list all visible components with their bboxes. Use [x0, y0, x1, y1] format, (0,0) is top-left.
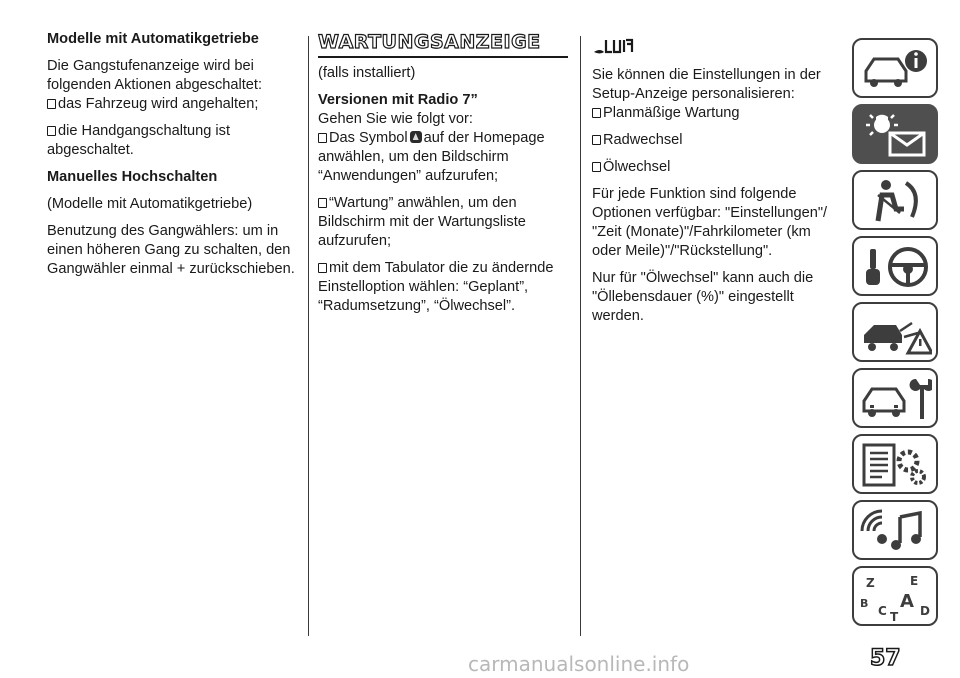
- paragraph-gear-indicator: Die Gangstufenanzeige wird bei folgenden Aktionen abgeschaltet:: [47, 58, 263, 93]
- watermark: carmanualsonline.info: [468, 652, 690, 676]
- column-divider: [580, 36, 581, 636]
- index-letter: T: [890, 610, 899, 621]
- subheading-automatic-models: (Modelle mit Automatikgetriebe): [47, 196, 253, 212]
- sidebar-tab-safety[interactable]: [852, 170, 938, 230]
- bullet-icon: [318, 263, 327, 273]
- bullet-icon: [318, 133, 327, 143]
- sidebar-tab-index[interactable]: [852, 566, 938, 626]
- sidebar-tab-car-info[interactable]: [852, 38, 938, 98]
- car-crash-warning-icon: [860, 309, 932, 357]
- bullet-item: Das Symbol auf der Homepage anwählen, um den Bildschirm “Anwendungen” aufzurufen;: [318, 130, 545, 184]
- index-letter: E: [910, 574, 919, 588]
- paragraph-oil-life: Nur für "Ölwechsel" kann auch die "Öllebensdauer (%)" eingestellt werden.: [592, 270, 814, 324]
- heading-radio: Versionen mit Radio 7”: [318, 92, 478, 108]
- bullet-icon: [47, 99, 56, 109]
- bullet-item: Radwechsel: [592, 131, 842, 150]
- bullet-item: mit dem Tabulator die zu ändernde Einstelloption wählen: “Geplant”, “Radumsetzung”, “Ölwechsel”.: [318, 260, 554, 314]
- sidebar-tab-emergency[interactable]: [852, 302, 938, 362]
- intro-personalize: Sie können die Einstellungen in der Setup-Anzeige personalisieren:: [592, 67, 821, 102]
- bullet-icon: [592, 162, 601, 172]
- sidebar-tab-maintenance[interactable]: [852, 368, 938, 428]
- sidebar-tab-start-driving[interactable]: [852, 236, 938, 296]
- brand-logo-icon: [592, 36, 842, 58]
- bullet-item: Planmäßige Wartung: [592, 104, 842, 123]
- index-letter: D: [920, 604, 930, 618]
- paragraph-options: Für jede Funktion sind folgende Optionen verfügbar: "Einstellungen"/ "Zeit (Monate)"/Fahrkilometer (km oder Meile)"/"Rückstellung".: [592, 186, 828, 259]
- column-left: [47, 30, 297, 287]
- bullet-item: die Handgangschaltung ist abgeschaltet.: [47, 123, 231, 158]
- car-wrench-icon: [860, 375, 932, 423]
- alphabetical-index-icon: [860, 573, 932, 621]
- seatbelt-airbag-icon: [860, 177, 932, 225]
- bullet-icon: [47, 126, 56, 136]
- apps-symbol-icon: [410, 131, 422, 143]
- warning-light-message-icon: [860, 111, 932, 159]
- sidebar-tab-technical-data[interactable]: [852, 434, 938, 494]
- bullet-item: Ölwechsel: [592, 158, 842, 177]
- index-letter: Z: [866, 576, 875, 590]
- column-right: [592, 30, 842, 334]
- index-letter: A: [900, 591, 914, 612]
- bullet-item: “Wartung” anwählen, um den Bildschirm mit der Wartungsliste aufzurufen;: [318, 195, 526, 249]
- bullet-item: das Fahrzeug wird angehalten;: [47, 95, 297, 114]
- section-title: WARTUNGSANZEIGE: [318, 31, 541, 53]
- bullet-icon: [592, 108, 601, 118]
- heading-automatic: Modelle mit Automatikgetriebe: [47, 31, 259, 47]
- installed-note: (falls installiert): [318, 65, 416, 81]
- bullet-icon: [592, 135, 601, 145]
- intro-steps: Gehen Sie wie folgt vor:: [318, 111, 473, 127]
- column-middle: [318, 30, 568, 324]
- sidebar-tab-multimedia[interactable]: [852, 500, 938, 560]
- heading-manual-upshift: Manuelles Hochschalten: [47, 169, 218, 185]
- paragraph-gear-selector: Benutzung des Gangwählers: um in einen höheren Gang zu schalten, den Gangwähler einmal + zurückschieben.: [47, 223, 295, 277]
- key-steering-wheel-icon: [860, 243, 932, 291]
- index-letter: C: [878, 604, 887, 618]
- page-number: 57: [870, 646, 901, 671]
- sidebar-tab-warning-lights[interactable]: [852, 104, 938, 164]
- index-letter: B: [860, 597, 869, 610]
- multimedia-music-icon: [860, 507, 932, 555]
- section-title-rule: [318, 56, 568, 58]
- column-divider: [308, 36, 309, 636]
- specs-gears-icon: [860, 441, 932, 489]
- car-info-icon: [860, 45, 932, 93]
- bullet-icon: [318, 198, 327, 208]
